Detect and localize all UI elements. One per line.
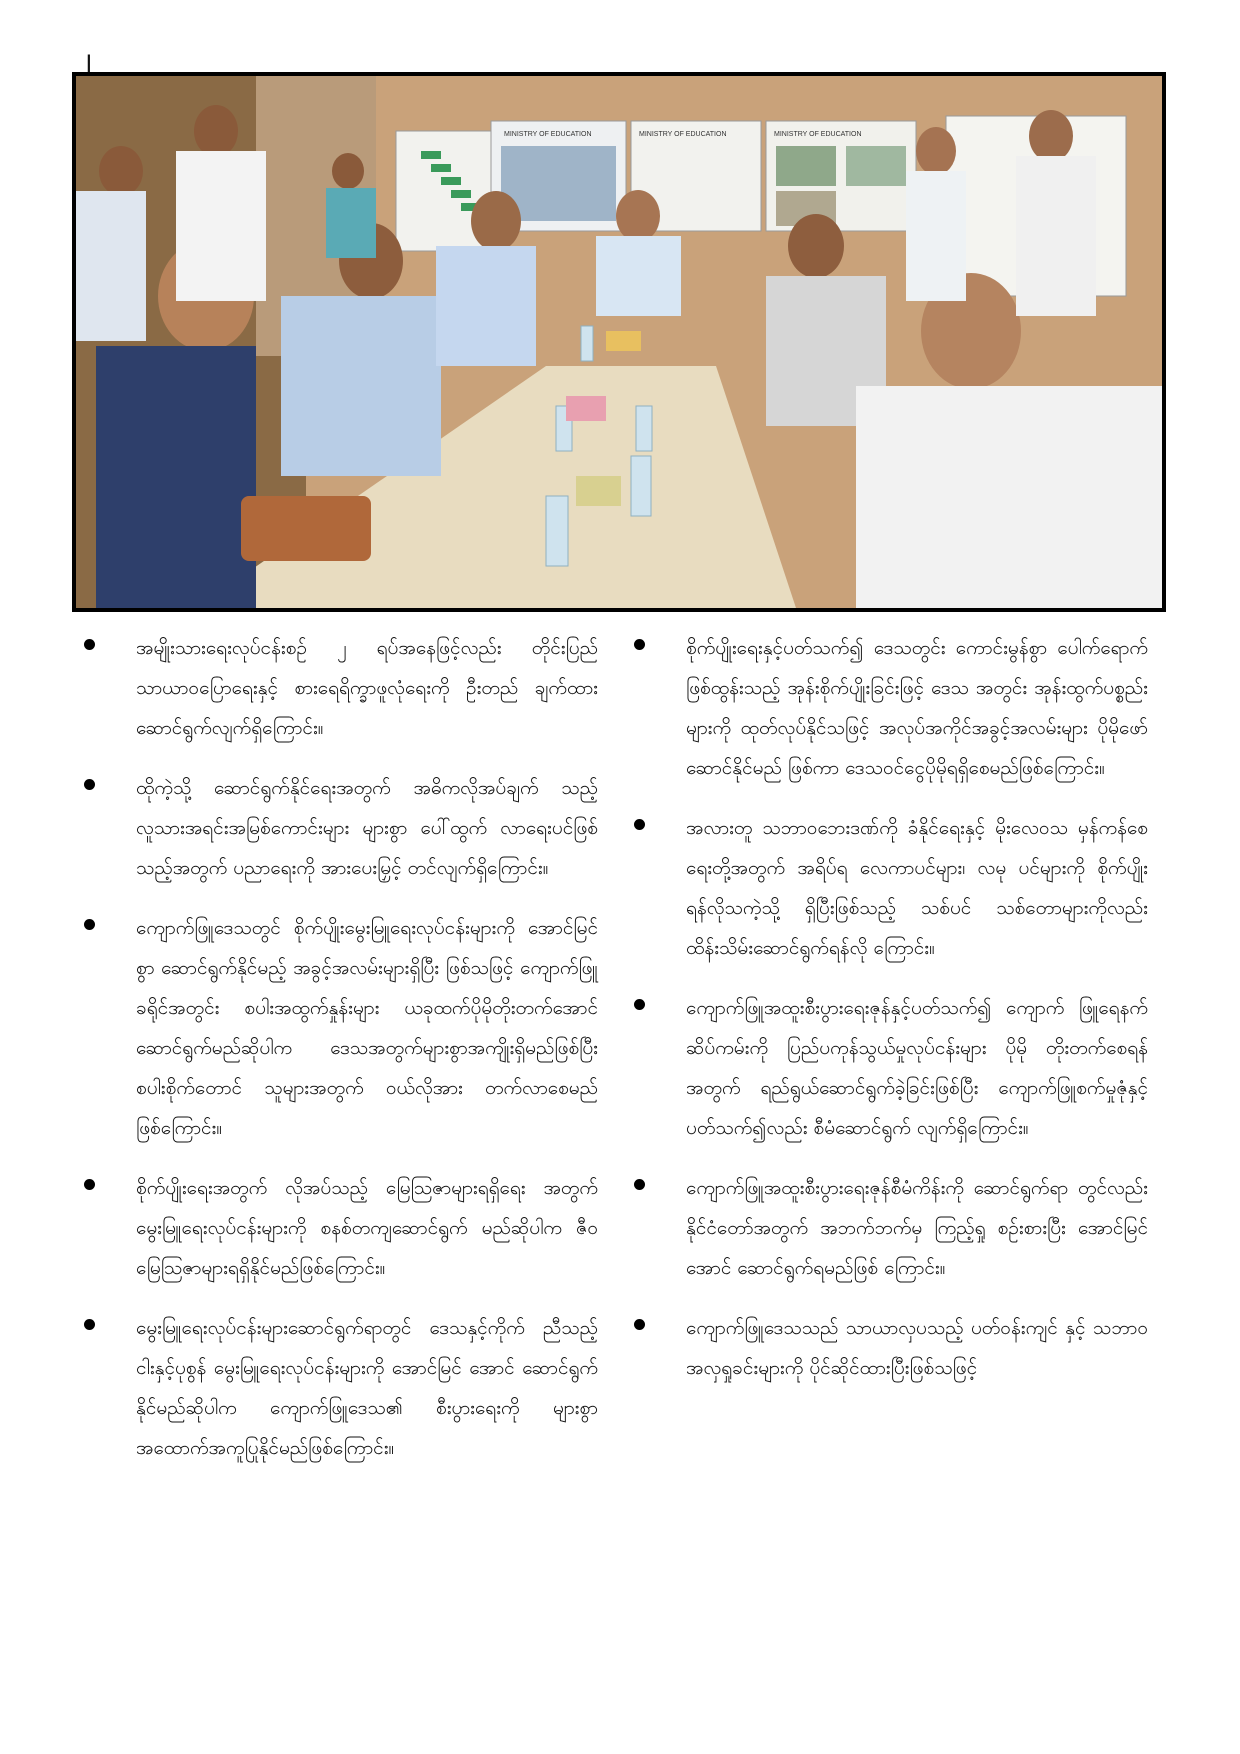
right-column [628, 628, 1148, 1408]
building-photo-2 [846, 146, 906, 186]
list-item [628, 988, 1148, 1148]
bullet-icon [84, 1179, 95, 1190]
bullet-icon [634, 819, 645, 830]
left-bullet-list [78, 628, 598, 1468]
list-item [78, 768, 598, 888]
bullet-icon [634, 1319, 645, 1330]
leather-pouch [241, 496, 371, 561]
bullet-icon [84, 779, 95, 790]
bullet-icon [634, 999, 645, 1010]
list-item-text: ထိုကဲ့သို့ ဆောင်ရွက်နိုင်ရေးအတွက် အဓိကလိုအပ်ချက် သည့် လူသားအရင်းအမြစ်ကောင်းများ များစွာ ပေါ်ထွက် လာရေးပင်ဖြစ်သည့်အတွက် ပညာရေးကို အားပေးမြှင့် တင်လျက်ရှိကြောင်း။ [136, 777, 598, 879]
tissue-box-2 [606, 331, 641, 351]
meeting-photo [72, 72, 1166, 612]
list-item [78, 908, 598, 1148]
list-item-text: ကျောက်ဖြူဒေသသည် သာယာလှပသည့် ပတ်ဝန်းကျင် နှင့် သဘာဝအလှရှုခင်းများကို ပိုင်ဆိုင်ထားပြီးဖြစ်သဖြင့် [686, 1317, 1148, 1379]
list-item-text: ကျောက်ဖြူဒေသတွင် စိုက်ပျိုးမွေးမြူရေးလုပ်ငန်းများကို အောင်မြင်စွာ ဆောင်ရွက်နိုင်မည့် အခွင့်အလမ်းများရှိပြီး ဖြစ်သဖြင့် ကျောက်ဖြူခရိုင်အတွင်း စပါးအထွက်နှုန်းများ ယခုထက်ပိုမိုတိုးတက်အောင် ဆောင်ရွက်မည်ဆိုပါက ဒေသအတွက်များစွာအကျိုးရှိမည်ဖြစ်ပြီး စပါးစိုက်တောင် သူများအတွက် ဝယ်လိုအား တက်လာစေမည်ဖြစ်ကြောင်း။ [136, 917, 598, 1139]
list-item [628, 808, 1148, 968]
list-item [628, 1168, 1148, 1288]
meeting-photo-illustration [76, 76, 1162, 608]
bullet-icon [634, 639, 645, 650]
list-item [628, 1308, 1148, 1388]
bullet-icon [84, 1319, 95, 1330]
bullet-icon [84, 919, 95, 930]
list-item-text: ကျောက်ဖြူအထူးစီးပွားရေးဇုန်စီမံကိန်းကို ဆောင်ရွက်ရာ တွင်လည်း နိုင်ငံတော်အတွက် အဘက်ဘက်မှ ကြည့်ရှု စဉ်းစားပြီး အောင်မြင်အောင် ဆောင်ရွက်ရမည်ဖြစ် ကြောင်း။ [686, 1177, 1148, 1279]
board-label-1: MINISTRY OF EDUCATION [504, 131, 592, 138]
list-item [78, 1308, 598, 1468]
list-item [78, 1168, 598, 1288]
list-item [78, 628, 598, 748]
list-item-text: ကျောက်ဖြူအထူးစီးပွားရေးဇုန်နှင့်ပတ်သက်၍ ကျောက် ဖြူရေနက်ဆိပ်ကမ်းကို ပြည်ပကုန်သွယ်မှုလုပ်ငန်းများ ပိုမို တိုးတက်စေရန်အတွက် ရည်ရွယ်ဆောင်ရွက်ခဲ့ခြင်းဖြစ်ပြီး ကျောက်ဖြူစက်မှုဇုံနှင့်ပတ်သက်၍လည်း စီမံဆောင်ရွက် လျက်ရှိကြောင်း။ [686, 997, 1148, 1139]
tissue-box-1 [566, 396, 606, 421]
list-item-text: အမျိုးသားရေးလုပ်ငန်းစဉ် ၂ ရပ်အနေဖြင့်လည်း တိုင်းပြည် သာယာဝပြောရေးနှင့် စားရေရိက္ခာဖူလုံရေးကို ဦးတည် ချက်ထား ဆောင်ရွက်လျက်ရှိကြောင်း။ [136, 637, 598, 739]
list-item-text: မွေးမြူရေးလုပ်ငန်းများဆောင်ရွက်ရာတွင် ဒေသနှင့်ကိုက် ညီသည့် ငါးနှင့်ပုစွန် မွေးမြူရေးလုပ်ငန်းများကို အောင်မြင် အောင် ဆောင်ရွက်နိုင်မည်ဆိုပါက ကျောက်ဖြူဒေသ၏ စီးပွားရေးကို များစွာအထောက်အကူပြုနိုင်မည်ဖြစ်ကြောင်း။ [136, 1317, 598, 1459]
bullet-icon [634, 1179, 645, 1190]
tissue-box-3 [576, 476, 621, 506]
bullet-icon [84, 639, 95, 650]
page-number: ၂ [78, 42, 91, 72]
building-photo-1 [776, 146, 836, 186]
list-item-text: စိုက်ပျိုးရေးနှင့်ပတ်သက်၍ ဒေသတွင်း ကောင်းမွန်စွာ ပေါက်ရောက်ဖြစ်ထွန်းသည့် အုန်းစိုက်ပျိုးခြင်းဖြင့် ဒေသ အတွင်း အုန်းထွက်ပစ္စည်းများကို ထုတ်လုပ်နိုင်သဖြင့် အလုပ်အကိုင်အခွင့်အလမ်းများ ပိုမိုဖော်ဆောင်နိုင်မည် ဖြစ်ကာ ဒေသဝင်ငွေပိုမိုရရှိစေမည်ဖြစ်ကြောင်း။ [686, 637, 1148, 779]
list-item [628, 628, 1148, 788]
list-item-text: စိုက်ပျိုးရေးအတွက် လိုအပ်သည့် မြေဩဇာများရရှိရေး အတွက် မွေးမြူရေးလုပ်ငန်းများကို စနစ်တကျဆောင်ရွက် မည်ဆိုပါက ဇီဝမြေဩဇာများရရှိနိုင်မည်ဖြစ်ကြောင်း။ [136, 1177, 598, 1279]
right-bullet-list [628, 628, 1148, 1388]
list-item-text: အလားတူ သဘာဝဘေးဒဏ်ကို ခံနိုင်ရေးနှင့် မိုးလေဝသ မှန်ကန်စေရေးတို့အတွက် အရိပ်ရ လေကာပင်များ၊ လမု ပင်များကို စိုက်ပျိုးရန်လိုသကဲ့သို့ ရှိပြီးဖြစ်သည့် သစ်ပင် သစ်တောများကိုလည်း ထိန်းသိမ်းဆောင်ရွက်ရန်လို ကြောင်း။ [686, 817, 1148, 959]
left-column [78, 628, 598, 1488]
board-label-3: MINISTRY OF EDUCATION [774, 131, 862, 138]
board-label-2: MINISTRY OF EDUCATION [639, 131, 727, 138]
